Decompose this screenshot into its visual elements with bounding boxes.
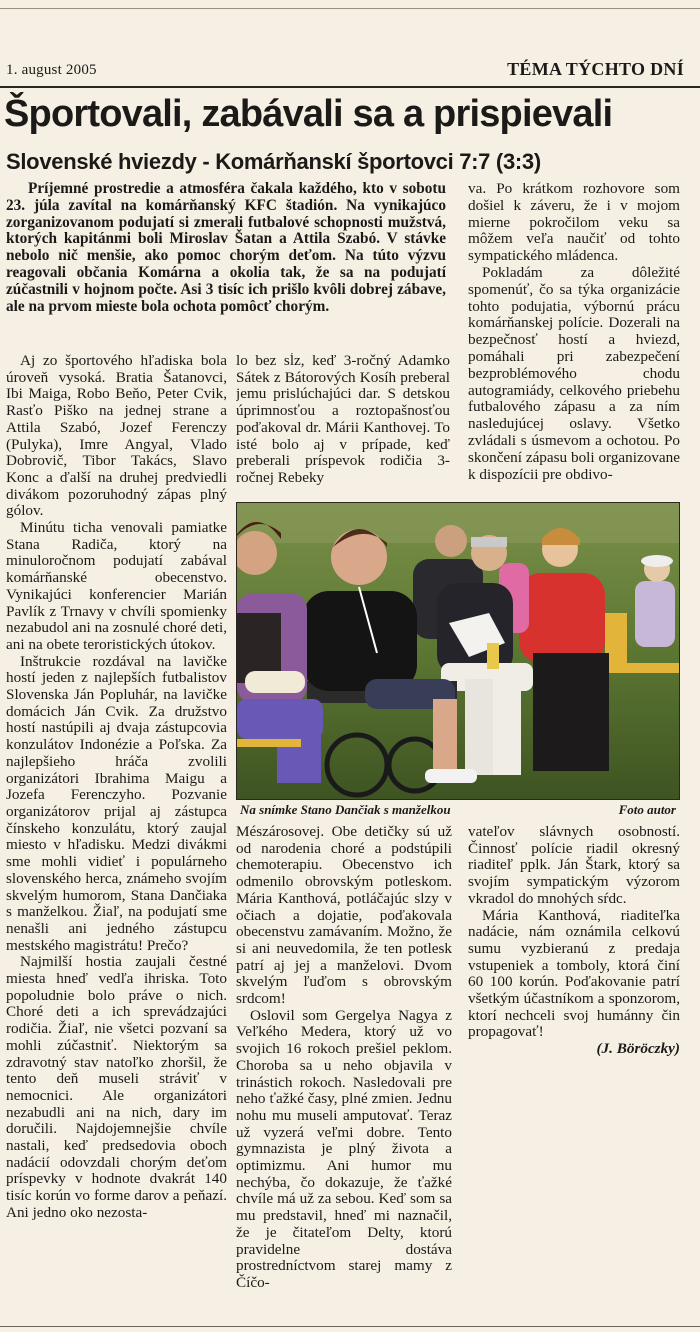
- column-3-bottom: [468, 824, 680, 1074]
- col3-bottom-paragraph: Mária Kanthová, riaditeľka nadácie, nám oznámila celkovú sumu vyzbieranú z predaja vstupeniek a tomboly, ktorá činí 60 100 korún. Poďakovanie patrí všetkým účastníkom a sponzorom, ktorí nechceli svoj humánny čin propagovať!: [468, 906, 680, 1041]
- column-1: [6, 353, 227, 1319]
- bottom-rule: [0, 1326, 700, 1327]
- photo-caption: Na snímke Stano Dančiak s manželkou: [240, 802, 451, 817]
- article-photo: [236, 502, 680, 800]
- col3-top-paragraph: va. Po krátkom rozhovore som došiel k záveru, že i v mojom mierne pokročilom veku sa môžem veľa naučiť od tohto sympatického mládenca.: [468, 181, 680, 265]
- headline: Športovali, zabávali sa a prispievali: [4, 93, 613, 135]
- top-rule: [0, 8, 700, 9]
- subheadline: Slovenské hviezdy - Komárňanskí športovci 7:7 (3:3): [6, 149, 541, 174]
- column-2-top: [236, 353, 450, 495]
- section-title: TÉMA TÝCHTO DNÍ: [507, 59, 684, 79]
- col1-paragraph: Inštrukcie rozdával na lavičke hostí jeden z najlepších futbalistov Slovenska Ján Popluhár, na lavičke domácich Ján Cvik. Za družstvo hostí nastúpili aj dvaja zástupcovia konzulátov Indonézie a Poľska. Za najlepšieho hráča zvolili organizátori Ibrahima Maigu a Jozefa Ferenczyho. Pozvanie organizátorov prijal aj zástupca čínskeho konzulátu, ktorý zaujal miesto v hľadisku. Medzi divákmi sme mohli vidieť i populárneho slovenského herca, známeho svojím skvelým humorom, Stana Dančiaka s manželkou. Žiaľ, na podujatí sme nenašli ani jedného zástupcu mestského magistrátu! Prečo?: [6, 652, 227, 954]
- issue-date: 1. august 2005: [6, 62, 97, 78]
- col1-paragraph: Minútu ticha venovali pamiatke Stana Radiča, ktorý na minuloročnom podujatí zabával komárňanské obecenstvo. Vynikajúci konferencier Marián Pavlík z Trnavy v chvíli spomienky nezabudol ani na zosnulé choré deti, ani na obete teroristických útokov.: [6, 519, 227, 653]
- col2-top-paragraph: lo bez sĺz, keď 3-ročný Adamko Sátek z Bátorových Kosíh preberal jemu prislúchajúci dar. S detskou úprimnosťou a roztopašnosťou poďakoval dr. Márii Kanthovej. To isté bolo aj v prípade, keď preberali príspevok rodičia 3-ročnej Rebeky: [236, 353, 450, 486]
- lead-text: Príjemné prostredie a atmosféra čakala každého, kto v sobotu 23. júla zavítal na komárňanský KFC štadión. Na vynikajúco zorganizovanom podujatí si zmerali futbalové schopnosti mužstvá, ktorých kapitánmi boli Miroslav Šatan a Attila Szabó. V stávke nebolo nič menšie, ako pomoc chorým deťom. Na túto výzvu reagovali občania Komárna a okolia tak, že sa na podujatí zúčastnili v hojnom počte. Asi 3 tisíc ich prišlo kvôli dobrej zábave, ale na prvom mieste bola ochota pomôcť chorým.: [6, 181, 446, 315]
- col3-bottom-paragraph: vateľov slávnych osobností. Činnosť polície riadil okresný riaditeľ pplk. Ján Štark, ktorý sa svojím sympatickým výzorom vkradol do mnohých sŕdc.: [468, 824, 680, 907]
- article-author: (J. Böröczky): [596, 1040, 680, 1058]
- column-2-bottom: [236, 824, 452, 1324]
- photo-illustration: [237, 503, 679, 799]
- header-rule: [0, 86, 700, 88]
- photo-credit: Foto autor: [618, 802, 676, 817]
- column-3-top: [468, 181, 680, 495]
- col1-paragraph: Najmilší hostia zaujali čestné miesta hneď vedľa ihriska. Toto popoludnie bolo práve o nich. Choré deti a ich sprevádzajúci rodičia. Žiaľ, nie všetci pozvaní sa mohli zúčastniť. Niektorým sa zdravotný stav natoľko zhoršil, že tento deň museli stráviť v nemocnici. Ale organizátori nezabudli ani na nich, dary im doručili. Najdojemnejšie chvíle nastali, keď predsedovia oboch nadácií odovzdali chorým deťom príspevky v hodnote dvakrát 140 tisíc korún vo forme darov a peňazí. Ani jedno oko nezosta-: [6, 953, 227, 1221]
- col1-paragraph: Aj zo športového hľadiska bola úroveň vysoká. Bratia Šatanovci, Ibi Maiga, Robo Beňo, Peter Cvik, Rasťo Piško na jednej strane a Attila Szabó, Jozef Ferenczy (Pulyka), Imre Angyal, Vlado Dobrovič, Tibor Takács, Slavo Konc a ďalší na druhej predviedli divákom pozoruhodný zápas plný gólov.: [6, 353, 227, 520]
- col3-top-paragraph: Pokladám za dôležité spomenúť, čo sa týka organizácie tohto podujatia, výbornú prácu komárňanskej polície. Dozerali na bezpečnosť hostí a hviezd, pomáhali pri zabezpečení bezproblémového chodu autogramiády, celkového priebehu futbalového zápasu a za ním nasledujúcej oslavy. Všetko zvládali s úsmevom a ochotou. Po skončení zápasu boli organizovane k dispozícii pre obdivo-: [468, 263, 680, 483]
- col2-bottom-paragraph: Mészárosovej. Obe detičky sú už od narodenia choré a podstúpili chemoterapiu. Obecenstvo ich odmenilo obrovským potleskom. Mária Kanthová, potláčajúc slzy v očiach a dojatie, poďakovala obecenstvu zamávaním. Možno, že si ani neuvedomila, že ten potlesk patrí aj jej a manželovi. Dvom skvelým ľuďom s obrovským srdcom!: [236, 824, 452, 1008]
- lead-paragraph: [6, 181, 446, 347]
- col2-bottom-paragraph: Oslovil som Gergelya Nagya z Veľkého Medera, ktorý už vo svojich 16 rokoch prešiel peklom. Choroba sa u neho objavila v trinástich rokoch. Nasledovali pre neho ťažké časy, plné zmien. Jednu nohu mu museli amputovať. Teraz už vyzerá veľmi dobre. Tento gymnazista je plný života a optimizmu. Ani humor mu nechýba, čo dokazuje, že ťažké chvíle má už za sebou. Keď som sa mu predstavil, hneď mi naznačil, že je čitateľom Delty, ktorú pravidelne dostáva prostredníctvom starej mamy z Číčo-: [236, 1006, 452, 1291]
